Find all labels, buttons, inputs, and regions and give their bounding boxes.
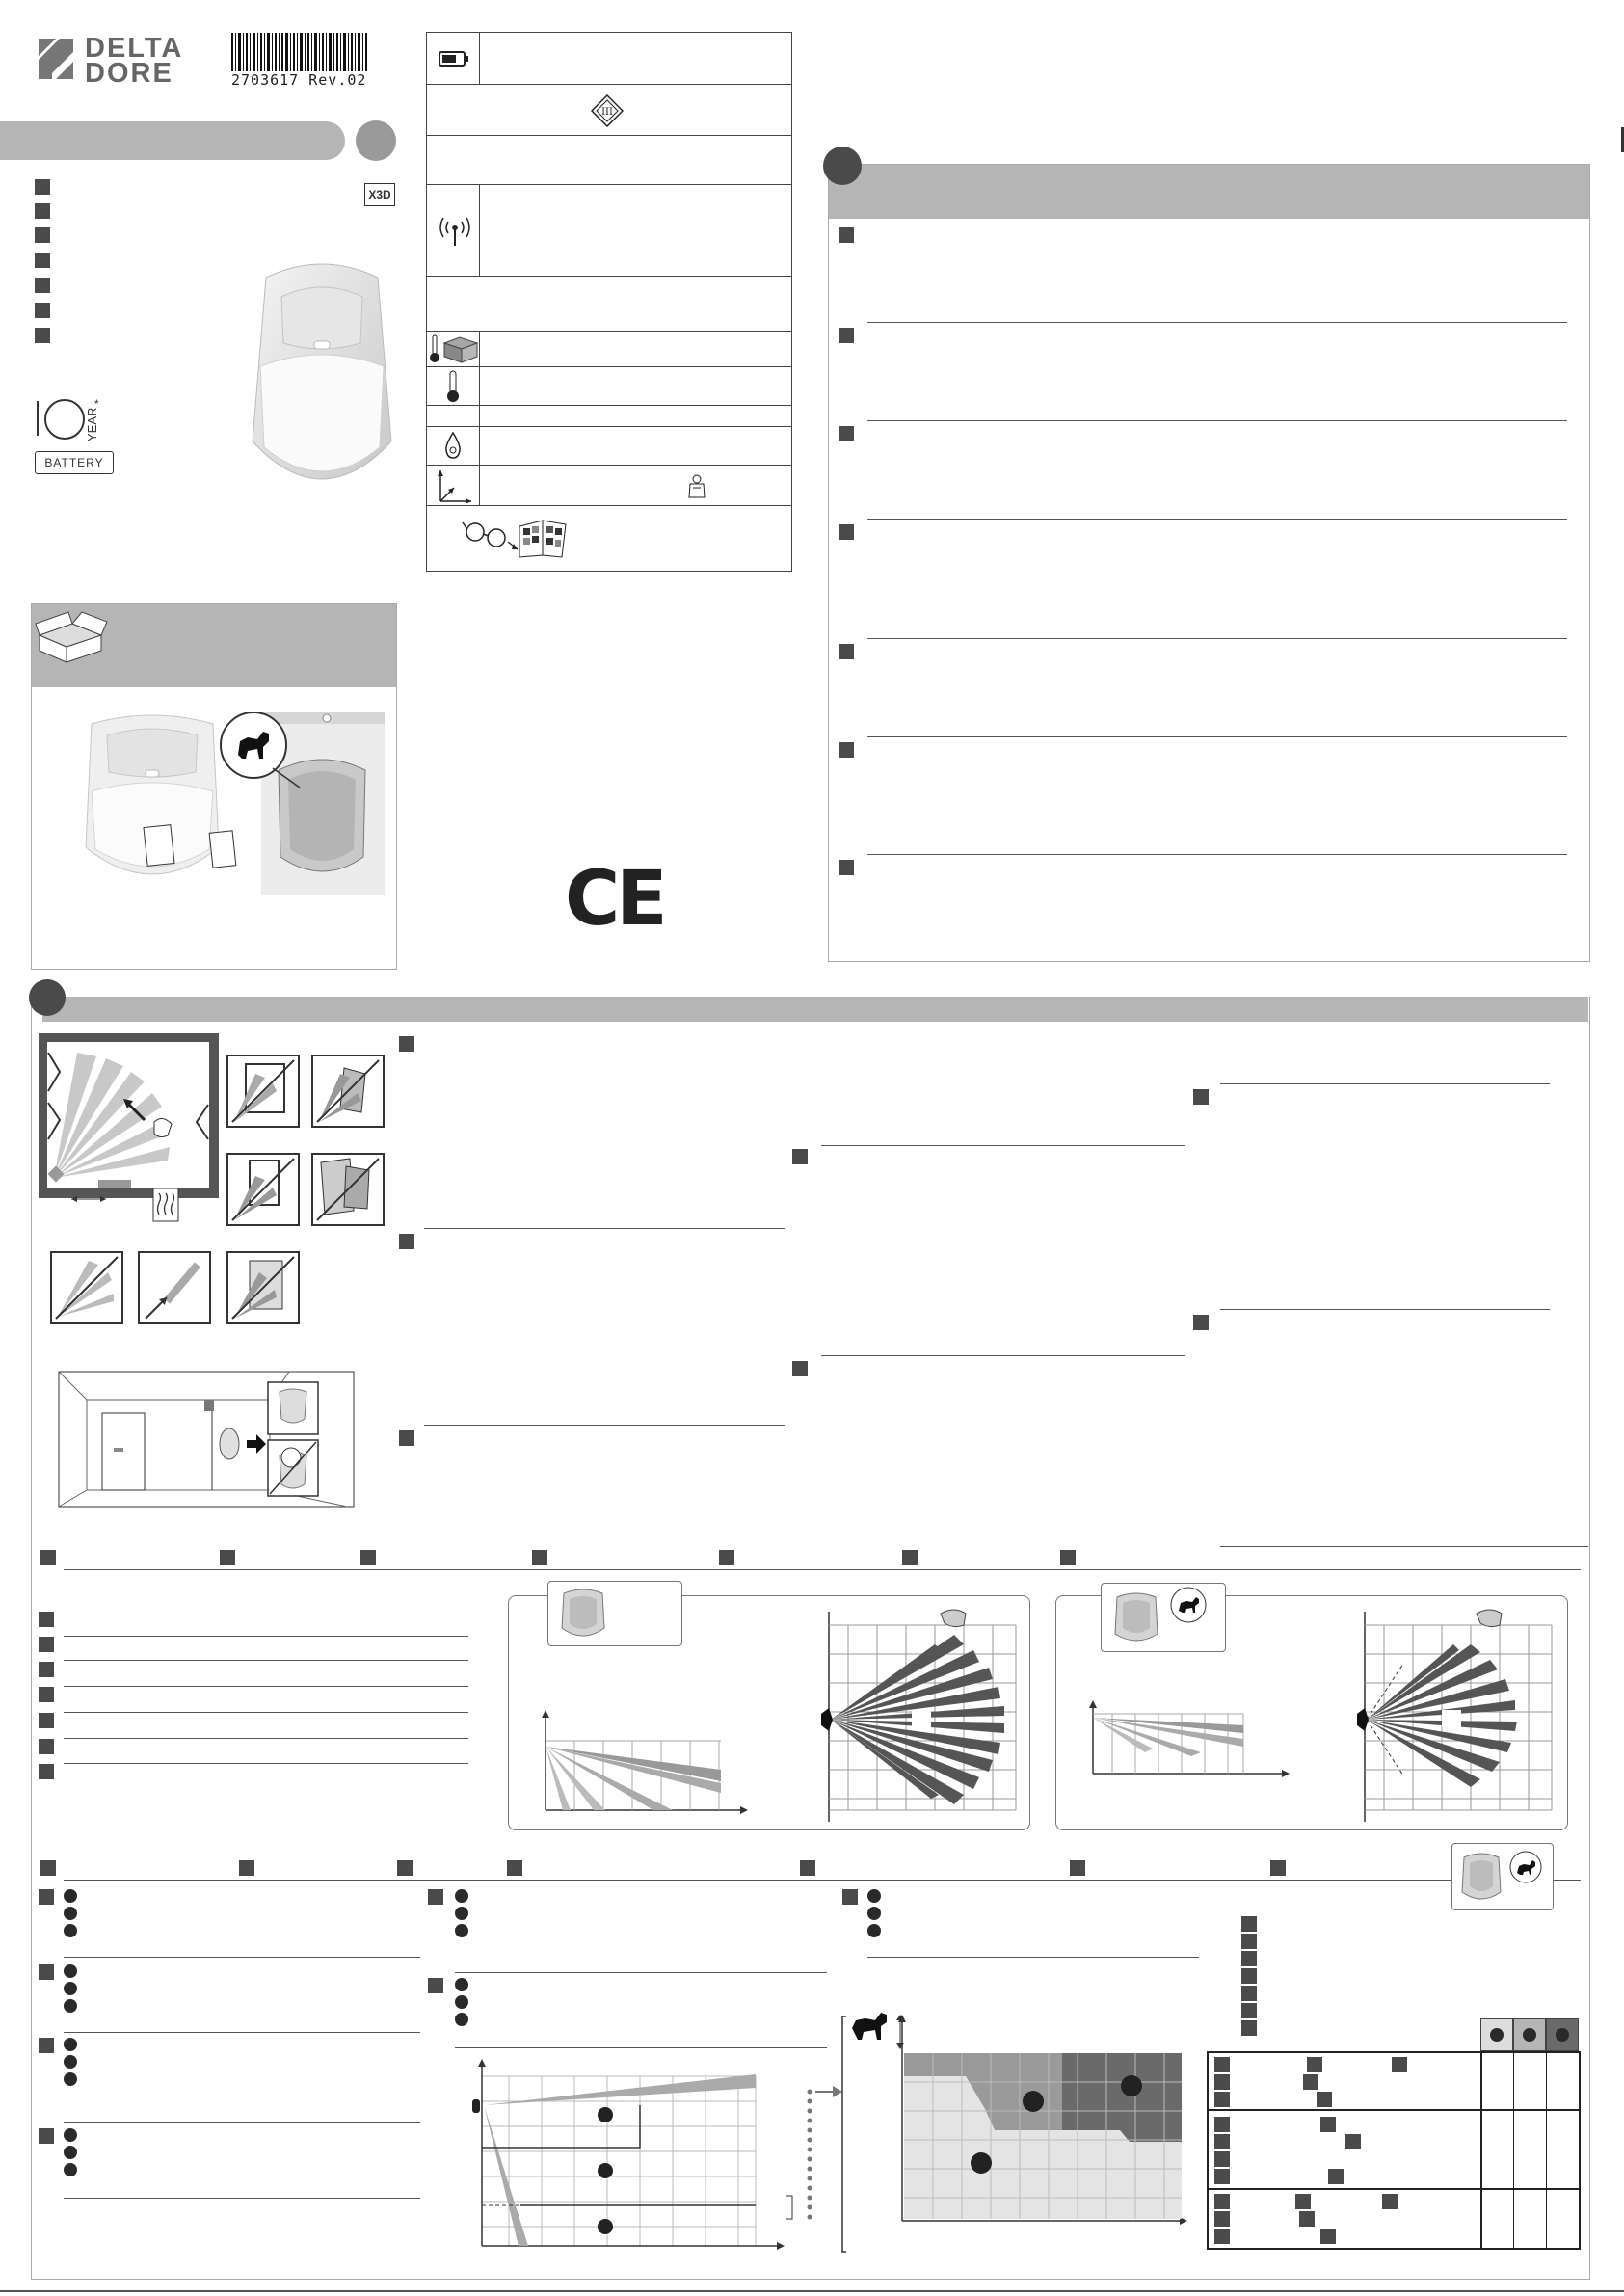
step-marker xyxy=(239,1860,254,1876)
list-marker xyxy=(1241,1986,1257,2001)
bullet xyxy=(455,1907,468,1920)
section-number-circle-1 xyxy=(356,120,396,161)
table-col-line xyxy=(1546,2051,1547,2248)
table-marker xyxy=(1303,2074,1318,2090)
table-marker xyxy=(1214,2229,1230,2244)
placement-allowed-tile xyxy=(138,1251,211,1324)
brand-logo xyxy=(35,33,208,89)
section-divider xyxy=(1220,1083,1550,1084)
table-marker xyxy=(1214,2092,1230,2107)
step-marker xyxy=(40,1550,56,1565)
list-rule xyxy=(64,1763,468,1764)
box-icon xyxy=(34,608,109,664)
list-marker xyxy=(1241,2003,1257,2018)
list-marker xyxy=(35,253,50,268)
section-divider xyxy=(821,1145,1185,1146)
pet-lens-thumb-2 xyxy=(1451,1843,1554,1910)
section-number-circle-3 xyxy=(29,979,66,1016)
step-marker xyxy=(507,1860,522,1876)
section-divider xyxy=(455,1972,827,1973)
step-marker xyxy=(839,644,854,659)
svg-text:III: III xyxy=(601,107,613,118)
list-marker xyxy=(1241,1968,1257,1984)
spec-row xyxy=(427,465,791,466)
step-marker xyxy=(792,1361,808,1376)
spec-row xyxy=(427,426,791,427)
table-col-line xyxy=(1480,2051,1482,2248)
spec-row xyxy=(427,505,791,506)
bullet xyxy=(64,1982,77,1995)
bullet xyxy=(64,2146,77,2159)
step-marker xyxy=(428,1889,443,1905)
section-number-circle-2 xyxy=(823,147,862,185)
section-divider xyxy=(64,1880,1581,1881)
year-circle-icon xyxy=(44,399,85,440)
bullet xyxy=(64,2038,77,2051)
list-marker xyxy=(35,203,50,219)
step-marker xyxy=(839,524,854,540)
placement-prohibited-tile xyxy=(226,1251,300,1324)
bullet xyxy=(867,1889,881,1903)
table-marker xyxy=(1214,2074,1230,2090)
placement-prohibited-tile xyxy=(311,1055,385,1128)
section-divider xyxy=(867,420,1567,421)
step-marker xyxy=(1060,1550,1076,1565)
table-row-line xyxy=(1207,2109,1579,2111)
bullet xyxy=(64,1964,77,1978)
step-marker xyxy=(360,1550,376,1565)
barcode-bars xyxy=(231,33,371,71)
list-marker xyxy=(35,278,50,293)
bullet xyxy=(64,2128,77,2142)
table-marker xyxy=(1299,2211,1315,2227)
step-marker xyxy=(839,860,854,875)
page-bottom-edge xyxy=(0,2290,1624,2292)
step-marker xyxy=(839,426,854,441)
list-marker xyxy=(39,1764,54,1779)
list-marker xyxy=(1241,1951,1257,1966)
table-marker xyxy=(1214,2057,1230,2072)
section-divider xyxy=(424,1425,785,1426)
step-marker xyxy=(39,2038,54,2053)
humidity-icon xyxy=(444,432,462,459)
step-marker xyxy=(39,1964,54,1980)
step-marker xyxy=(1270,1860,1286,1876)
list-marker xyxy=(35,303,50,318)
detection-pattern-panel-standard xyxy=(508,1595,1030,1830)
bullet xyxy=(455,1924,468,1937)
section-divider xyxy=(64,2122,420,2123)
bullet xyxy=(64,1889,77,1903)
room-placement-diagram xyxy=(39,1033,222,1207)
spec-table xyxy=(426,32,792,572)
detection-pattern-panel-pet xyxy=(1055,1595,1568,1830)
table-marker xyxy=(1320,2229,1336,2244)
step-marker xyxy=(428,1978,443,1993)
step-marker xyxy=(1070,1860,1085,1876)
section-divider xyxy=(64,1957,420,1958)
col-header-dot xyxy=(1490,2028,1504,2042)
step-marker xyxy=(399,1234,414,1249)
step-marker xyxy=(39,2128,54,2144)
pet-lens-image xyxy=(1107,1586,1219,1649)
table-row-line xyxy=(1207,2188,1579,2190)
battery-life-badge xyxy=(33,397,120,486)
col-header-dot xyxy=(1556,2028,1569,2042)
pet-zone-chart xyxy=(840,2013,1195,2256)
contents-base-image xyxy=(194,712,390,901)
list-marker xyxy=(39,1637,54,1652)
bullet xyxy=(64,1999,77,2013)
list-rule xyxy=(64,1686,468,1687)
section-divider xyxy=(867,638,1567,639)
table-marker xyxy=(1214,2194,1230,2209)
step-marker xyxy=(1193,1315,1209,1330)
bullet xyxy=(455,2013,468,2026)
list-marker xyxy=(39,1713,54,1728)
bullet xyxy=(64,2072,77,2086)
table-marker xyxy=(1317,2092,1332,2107)
sensitivity-table xyxy=(1207,2018,1581,2250)
table-marker xyxy=(1214,2151,1230,2167)
section-divider xyxy=(867,1957,1199,1958)
pet-lens-thumb xyxy=(1101,1583,1226,1652)
spec-divider-col xyxy=(479,33,480,84)
list-rule xyxy=(64,1660,468,1661)
list-marker xyxy=(35,328,50,343)
weight-icon xyxy=(687,474,706,499)
list-marker xyxy=(39,1662,54,1677)
table-marker xyxy=(1214,2211,1230,2227)
mounting-height-chart xyxy=(463,2057,833,2256)
step-marker xyxy=(397,1860,413,1876)
standard-lens-thumb xyxy=(547,1581,682,1646)
list-rule xyxy=(64,1636,468,1637)
bullet xyxy=(455,1889,468,1903)
corner-mounting-diagram xyxy=(58,1371,355,1508)
bullet xyxy=(867,1924,881,1937)
table-marker xyxy=(1328,2169,1344,2184)
bullet xyxy=(867,1907,881,1920)
spec-row xyxy=(427,135,791,136)
table-marker xyxy=(1307,2057,1322,2072)
section-divider xyxy=(1220,1309,1550,1310)
bullet xyxy=(64,1907,77,1920)
spec-row xyxy=(427,276,791,277)
thermometer-storage-icon xyxy=(429,334,481,364)
table-marker xyxy=(1214,2134,1230,2149)
section-divider xyxy=(64,1569,1581,1570)
dimensions-icon xyxy=(435,468,473,503)
box-contents-panel xyxy=(31,603,397,970)
step-marker xyxy=(40,1860,56,1876)
step-marker xyxy=(839,227,854,243)
step-marker xyxy=(1193,1089,1209,1105)
x3d-badge: X3D xyxy=(364,183,395,206)
delta-dore-logo-icon xyxy=(35,35,77,83)
spec-row xyxy=(427,331,791,332)
brand-line-2: DORE xyxy=(85,58,173,89)
step-marker xyxy=(39,1889,54,1905)
bullet xyxy=(455,1978,468,1991)
step-marker xyxy=(842,1889,858,1905)
list-marker xyxy=(1241,1916,1257,1932)
placement-prohibited-tile xyxy=(226,1153,300,1226)
step-marker xyxy=(719,1550,734,1565)
col-header-dot xyxy=(1523,2028,1536,2042)
table-marker xyxy=(1392,2057,1407,2072)
bullet xyxy=(64,2163,77,2176)
year-star: * xyxy=(94,397,99,411)
table-marker xyxy=(1295,2194,1311,2209)
right-instructions-panel xyxy=(828,164,1590,962)
radiator-icon xyxy=(152,1188,179,1222)
table-marker xyxy=(1214,2169,1230,2184)
table-marker xyxy=(1320,2117,1336,2132)
section-header-bar-1 xyxy=(0,121,345,160)
step-marker xyxy=(399,1036,414,1052)
glasses-manual-icon xyxy=(462,513,570,561)
list-rule xyxy=(64,1738,468,1739)
placement-prohibited-tile xyxy=(226,1055,300,1128)
table-marker xyxy=(1214,2117,1230,2132)
section-divider xyxy=(424,1228,785,1229)
table-col-line xyxy=(1513,2051,1514,2248)
step-marker xyxy=(792,1149,808,1164)
list-rule xyxy=(64,1712,468,1713)
right-panel-header xyxy=(829,165,1589,219)
step-marker xyxy=(902,1550,918,1565)
section-divider xyxy=(1220,1546,1588,1547)
step-marker xyxy=(220,1550,235,1565)
list-marker xyxy=(39,1687,54,1702)
section-divider xyxy=(867,854,1567,855)
list-marker xyxy=(35,179,50,195)
spec-row xyxy=(427,405,791,406)
section-divider xyxy=(64,2032,420,2033)
spec-row xyxy=(427,184,791,185)
ce-mark: CE xyxy=(565,856,664,943)
bullet xyxy=(64,1924,77,1937)
thermometer-icon xyxy=(446,370,460,403)
placement-prohibited-tile xyxy=(50,1251,123,1324)
table-marker xyxy=(1382,2194,1398,2209)
radio-icon xyxy=(437,216,473,247)
placement-prohibited-tile xyxy=(311,1153,385,1226)
brand-line-1: DELTA xyxy=(85,33,184,64)
step-marker xyxy=(839,328,854,343)
top-view-chart xyxy=(810,1606,1025,1826)
pet-side-view-chart xyxy=(1085,1698,1293,1781)
pet-top-view-chart xyxy=(1345,1606,1561,1826)
bullet xyxy=(455,1995,468,2009)
pet-lens-image-2 xyxy=(1456,1848,1549,1906)
spec-row xyxy=(427,366,791,367)
bullet xyxy=(64,2055,77,2069)
list-marker xyxy=(39,1739,54,1754)
class-iii-icon xyxy=(591,94,624,127)
standard-lens-image xyxy=(554,1586,612,1642)
dotted-connector xyxy=(790,2080,844,2234)
spec-divider-col xyxy=(479,184,480,276)
step-marker xyxy=(532,1550,547,1565)
year-label: YEAR xyxy=(85,407,99,441)
section-divider xyxy=(867,736,1567,737)
battery-label: BATTERY xyxy=(35,451,114,474)
spec-row xyxy=(427,84,791,85)
step-marker xyxy=(839,742,854,758)
list-marker xyxy=(35,227,50,243)
step-marker xyxy=(800,1860,815,1876)
section-divider xyxy=(821,1355,1185,1356)
side-view-chart xyxy=(538,1708,750,1820)
table-body xyxy=(1207,2051,1581,2250)
step-marker xyxy=(399,1430,414,1446)
list-marker xyxy=(39,1612,54,1627)
section-divider xyxy=(455,2047,827,2048)
table-marker xyxy=(1345,2134,1361,2149)
detector-product-image xyxy=(247,258,397,507)
year-line-icon xyxy=(37,401,39,436)
list-marker xyxy=(1241,1934,1257,1949)
section-divider xyxy=(867,322,1567,323)
battery-icon xyxy=(439,50,469,67)
barcode xyxy=(231,33,376,91)
section-divider xyxy=(867,519,1567,520)
barcode-number: 2703617 Rev.02 xyxy=(231,71,367,89)
installation-header xyxy=(42,997,1588,1022)
section-divider xyxy=(64,2198,420,2199)
